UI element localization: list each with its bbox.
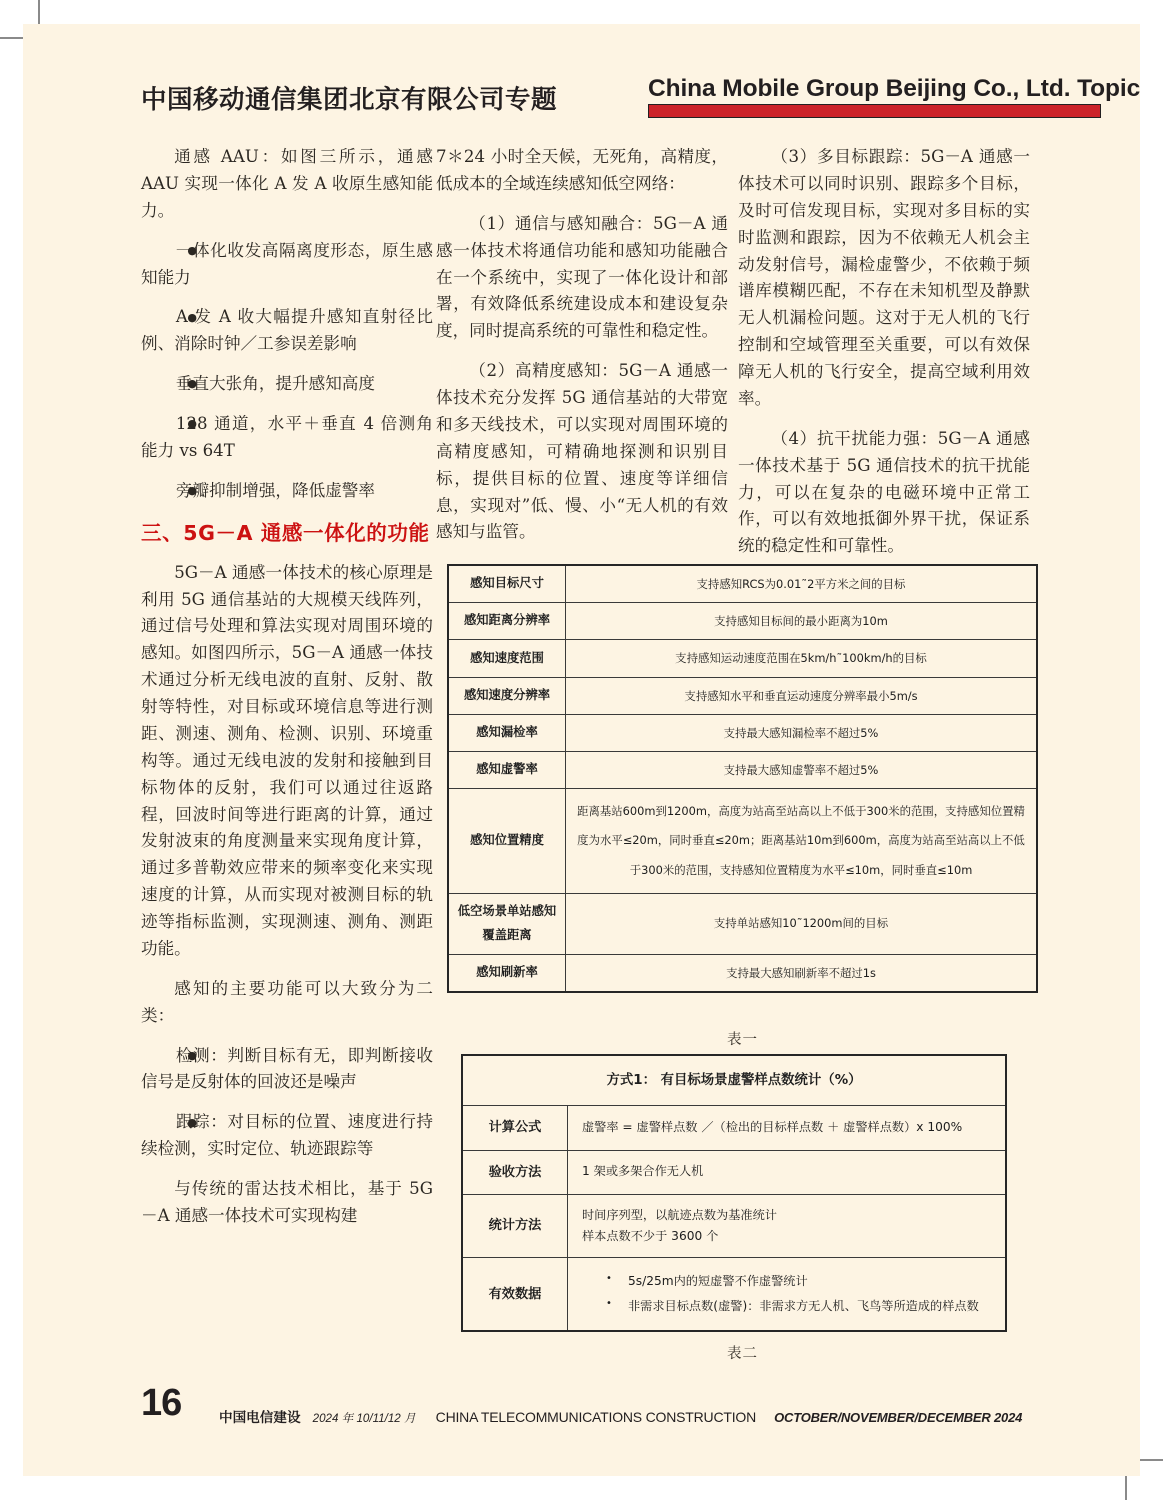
table-cell-label: 感知目标尺寸 xyxy=(448,565,566,603)
header-title-english: China Mobile Group Beijing Co., Ltd. Topic xyxy=(648,75,1141,102)
footer-issue-chinese: 2024 年 10/11/12 月 xyxy=(312,1412,416,1425)
list-item: • 非需求目标点数(虚警)：非需求方无人机、飞鸟等所造成的样点数 xyxy=(628,1296,997,1317)
page-number: 16 xyxy=(141,1382,182,1424)
value-bullet-list xyxy=(582,1271,997,1317)
paragraph: 5G－A 通感一体技术的核心原理是利用 5G 通信基站的大规模天线阵列，通过信号处理和算法实现对周围环境的感知。如图四所示，5G－A 通感一体技术通过分析无线电波的直射、反射、散射等特性，对目标或环境信息等进行测距、测速、测角、检测、识别、环境重构等。通过无线电波的发射和接触到目标物体的反射，我们可以通过往返路程，回波时间等进行距离的计算，通过发射波束的角度测量来实现角度计算，通过多普勒效应带来的频率变化来实现速度的计算，从而实现对被测目标的轨迹等指标监测，实现测速、测角、测距功能。 xyxy=(141,562,433,958)
table-cell-value-multiline xyxy=(568,1194,1007,1258)
paragraph: 7＊24 小时全天候，无死角，高精度，低成本的全域连续感知低空网络： xyxy=(436,147,728,193)
table-cell-value: 支持感知运动速度范围在5km/h˜100km/h的目标 xyxy=(566,640,1038,677)
paragraph: （4）抗干扰能力强：5G－A 通感一体技术基于 5G 通信技术的抗干扰能力，可以在复杂的电磁环境中正常工作，可以有效地抵御外界干扰，保证系统的稳定性和可靠性。 xyxy=(738,428,1030,556)
table-row xyxy=(448,893,1037,954)
table-cell-label: 感知刷新率 xyxy=(448,954,566,992)
table-row xyxy=(448,752,1037,789)
list-item: • 5s/25m内的短虚警不作虚警统计 xyxy=(628,1271,997,1292)
table-cell-value: 虚警率 = 虚警样点数 ／（检出的目标样点数 ＋ 虚警样点数）x 100% xyxy=(568,1106,1007,1150)
table-cell-label: 统计方法 xyxy=(462,1194,568,1258)
paragraph: 感知的主要功能可以大致分为二类： xyxy=(141,978,433,1025)
value-line: 时间序列型，以航迹点数为基准统计 xyxy=(582,1207,777,1222)
page-footer xyxy=(141,1382,1041,1428)
bullet-item: ● 跟踪：对目标的位置、速度进行持续检测，实时定位、轨迹跟踪等 xyxy=(141,1109,433,1163)
table-cell-value: 支持最大感知漏检率不超过5% xyxy=(566,714,1038,751)
table-cell-label: 低空场景单站感知覆盖距离 xyxy=(448,893,566,954)
paragraph: 与传统的雷达技术相比，基于 5G－A 通感一体技术可实现构建 xyxy=(141,1179,433,1225)
table-row xyxy=(448,789,1037,893)
table-cell-value: 支持单站感知10˜1200m间的目标 xyxy=(566,893,1038,954)
bullet-item: ● 垂直大张角，提升感知高度 xyxy=(141,371,433,398)
table-cell-value: 支持感知RCS为0.01˜2平方米之间的目标 xyxy=(566,565,1038,603)
section-heading: 三、5G－A 通感一体化的功能 xyxy=(141,520,430,545)
table-row xyxy=(462,1258,1006,1331)
table-row xyxy=(462,1194,1006,1258)
crop-mark-bottom-right-horizontal xyxy=(1136,1459,1163,1461)
table-cell-value: 距离基站600m到1200m，高度为站高至站高以上不低于300米的范围，支持感知位置精度为水平≤20m，同时垂直≤20m；距离基站10m到600m，高度为站高至站高以上不低于300米的范围，支持感知位置精度为水平≤10m，同时垂直≤10m xyxy=(566,789,1038,893)
table-row xyxy=(448,565,1037,603)
header-title-english-block xyxy=(648,75,1141,118)
footer-journal-chinese: 中国电信建设 xyxy=(219,1410,301,1426)
bullet-item: ● 一体化收发高隔离度形态，原生感知能力 xyxy=(141,238,433,292)
table-cell-label: 感知位置精度 xyxy=(448,789,566,893)
paragraph: （3）多目标跟踪：5G－A 通感一体技术可以同时识别、跟踪多个目标，及时可信发现目标，实现对多目标的实时监测和跟踪，因为不依赖无人机会主动发射信号，漏检虚警少，不依赖于频谱库模糊匹配，不存在未知机型及静默无人机漏检问题。这对于无人机的飞行控制和空域管理至关重要，可以有效保障无人机的飞行安全，提高空域利用效率。 xyxy=(738,147,1030,408)
footer-issue-english: OCTOBER/NOVEMBER/DECEMBER 2024 xyxy=(774,1410,1023,1425)
table-row xyxy=(448,677,1037,714)
table-row xyxy=(448,603,1037,640)
table-row xyxy=(448,954,1037,992)
specification-table-1 xyxy=(447,564,1038,993)
page-header xyxy=(23,24,1140,120)
table-row xyxy=(462,1150,1006,1194)
table-row xyxy=(448,714,1037,751)
bullet-item: ● 旁瓣抑制增强，降低虚警率 xyxy=(141,478,433,505)
footer-journal-english: CHINA TELECOMMUNICATIONS CONSTRUCTION xyxy=(435,1409,756,1425)
table-cell-value: 支持感知水平和垂直运动速度分辨率最小5m/s xyxy=(566,677,1038,714)
table-cell-label: 感知虚警率 xyxy=(448,752,566,789)
table-1-caption: 表一 xyxy=(727,1032,758,1048)
table-cell-label: 感知速度分辨率 xyxy=(448,677,566,714)
page-canvas xyxy=(23,24,1140,1476)
table-row xyxy=(462,1055,1006,1106)
bullet-item: ● 128 通道，水平＋垂直 4 倍测角能力 vs 64T xyxy=(141,411,433,465)
specification-table-2 xyxy=(461,1054,1007,1332)
table-cell-label: 验收方法 xyxy=(462,1150,568,1194)
header-title-chinese: 中国移动通信集团北京有限公司专题 xyxy=(141,85,558,115)
table-cell-value-list xyxy=(568,1258,1007,1331)
table-cell-value: 支持最大感知虚警率不超过5% xyxy=(566,752,1038,789)
bullet-item: ● A 发 A 收大幅提升感知直射径比例、消除时钟／工参误差影响 xyxy=(141,304,433,358)
header-red-bar xyxy=(648,104,1101,118)
bullet-item: ● 检测：判断目标有无，即判断接收信号是反射体的回波还是噪声 xyxy=(141,1043,433,1097)
footer-citation-line xyxy=(219,1406,1022,1426)
table-1 xyxy=(447,564,1038,993)
table-row xyxy=(462,1106,1006,1150)
table-2 xyxy=(461,1054,1007,1332)
table-cell-label: 感知速度范围 xyxy=(448,640,566,677)
text-column-1 xyxy=(141,144,433,1243)
table-cell-value: 1 架或多架合作无人机 xyxy=(568,1150,1007,1194)
value-line: 样本点数不少于 3600 个 xyxy=(582,1228,719,1243)
paragraph: （2）高精度感知：5G－A 通感一体技术充分发挥 5G 通信基站的大带宽和多天线技术，可以实现对周围环境的高精度感知，可精确地探测和识别目标，提供目标的位置、速度等详细信息，实现对”低、慢、小“无人机的有效感知与监管。 xyxy=(436,361,728,542)
text-column-2 xyxy=(436,144,728,559)
paragraph: 通感 AAU：如图三所示，通感 AAU 实现一体化 A 发 A 收原生感知能力。 xyxy=(141,147,433,220)
table-2-title: 方式1： 有目标场景虚警样点数统计（%） xyxy=(462,1055,1006,1106)
table-cell-label: 计算公式 xyxy=(462,1106,568,1150)
table-row xyxy=(448,640,1037,677)
table-cell-label: 感知距离分辨率 xyxy=(448,603,566,640)
text-column-3 xyxy=(738,144,1030,573)
table-2-caption: 表二 xyxy=(727,1346,758,1362)
table-cell-label: 有效数据 xyxy=(462,1258,568,1331)
paragraph: （1）通信与感知融合：5G－A 通感一体技术将通信功能和感知功能融合在一个系统中，实现了一体化设计和部署，有效降低系统建设成本和建设复杂度，同时提高系统的可靠性和稳定性。 xyxy=(436,213,728,341)
table-cell-label: 感知漏检率 xyxy=(448,714,566,751)
table-cell-value: 支持感知目标间的最小距离为10m xyxy=(566,603,1038,640)
table-cell-value: 支持最大感知刷新率不超过1s xyxy=(566,954,1038,992)
